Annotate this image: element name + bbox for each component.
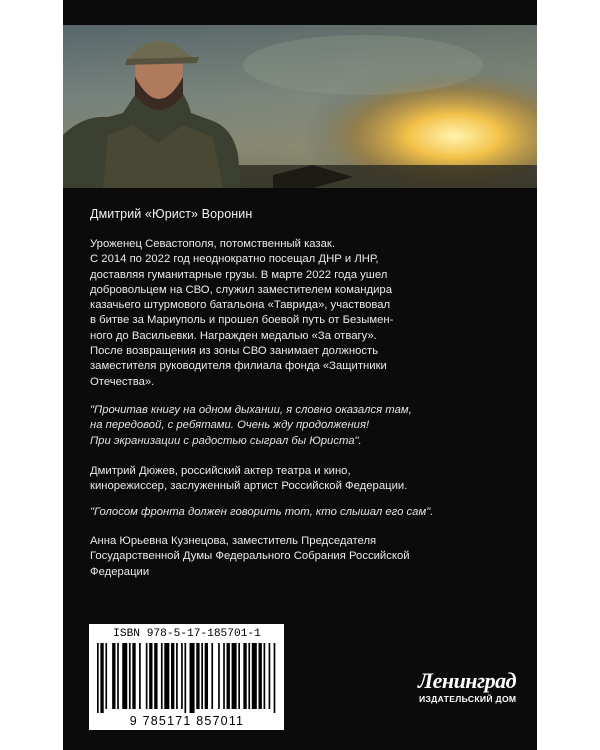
author-photo bbox=[63, 25, 537, 188]
barcode-bar bbox=[274, 643, 276, 713]
barcode-bar bbox=[154, 643, 157, 709]
barcode-bar bbox=[211, 643, 213, 709]
barcode-bar bbox=[259, 643, 262, 709]
author-name: Дмитрий «Юрист» Воронин bbox=[90, 207, 253, 221]
barcode-bar bbox=[122, 643, 127, 709]
barcode-bar bbox=[269, 643, 271, 709]
barcode-bar bbox=[105, 643, 107, 709]
barcode-bar bbox=[201, 643, 203, 709]
bio-line: доставляя гуманитарные грузы. В марте 2022 года ушел bbox=[90, 268, 388, 281]
barcode-bar bbox=[100, 643, 103, 713]
barcode-digits: 9 785171 857011 bbox=[129, 714, 245, 728]
bio-line: казачьего штурмового батальона «Таврида», участвовал bbox=[90, 299, 391, 312]
barcode-bar bbox=[248, 643, 250, 709]
bio-line: С 2014 по 2022 год неоднократно посещал ДНР и ЛНР, bbox=[90, 253, 379, 266]
barcode-bar bbox=[139, 643, 141, 709]
barcode-bar bbox=[171, 643, 174, 709]
barcode-bar bbox=[117, 643, 119, 709]
barcode-bar bbox=[176, 643, 178, 709]
barcode-bar bbox=[223, 643, 225, 709]
barcode-bar bbox=[232, 643, 237, 709]
barcode-bar bbox=[218, 643, 220, 709]
barcode-bar bbox=[227, 643, 230, 709]
quote-line: "Голосом фронта должен говорить тот, кто слышал его сам". bbox=[90, 506, 434, 518]
publisher-name: Ленинград bbox=[418, 668, 517, 693]
barcode-bar bbox=[184, 643, 186, 713]
book-back-cover bbox=[63, 0, 537, 750]
barcode-bar bbox=[146, 643, 148, 709]
barcode-bar bbox=[205, 643, 208, 709]
barcode-bar bbox=[196, 643, 199, 709]
bio-line: ного до Васильевки. Награжден медалью «За отвагу». bbox=[90, 329, 377, 342]
attribution-line: Дмитрий Дюжев, российский актер театра и кино, bbox=[90, 465, 351, 477]
bio-line: заместителя руководителя филиала фонда «Защитники bbox=[90, 360, 387, 373]
quote-line: При экранизации с радостью сыграл бы Юриста". bbox=[90, 434, 362, 447]
review-quote-dyuzhev bbox=[90, 403, 520, 449]
barcode-bar bbox=[132, 643, 135, 709]
attribution-line: Государственной Думы Федерального Собрания Российской bbox=[90, 550, 410, 563]
bio-line: Уроженец Севастополя, потомственный казак. bbox=[90, 238, 335, 250]
publisher-logo bbox=[418, 668, 536, 716]
barcode-bar bbox=[190, 643, 195, 713]
bio-line: Отечества». bbox=[90, 375, 155, 388]
author-biography bbox=[90, 237, 520, 390]
quote-line: на передовой, с ребятами. Очень жду продолжения! bbox=[90, 419, 370, 432]
barcode-bar bbox=[161, 643, 163, 709]
isbn-barcode bbox=[89, 624, 284, 730]
review-quote-kuznetsova bbox=[90, 505, 520, 520]
barcode-bar bbox=[264, 643, 266, 709]
barcode-bar bbox=[129, 643, 131, 709]
bio-line: в битве за Мариуполь и прошел боевой путь от Безымен- bbox=[90, 314, 394, 327]
barcode-bar bbox=[238, 643, 240, 709]
barcode-bar bbox=[181, 643, 183, 709]
bio-line: После возвращения из зоны СВО занимает должность bbox=[90, 345, 379, 358]
barcode-bar bbox=[252, 643, 257, 709]
barcode-bar bbox=[243, 643, 246, 709]
attribution-line: Федерации bbox=[90, 565, 150, 578]
barcode-bar bbox=[164, 643, 169, 709]
author-photo-illustration bbox=[63, 25, 537, 188]
barcode-bar bbox=[112, 643, 115, 709]
attribution-line: Анна Юрьевна Кузнецова, заместитель Председателя bbox=[90, 535, 377, 547]
quote-line: "Прочитав книгу на одном дыхании, я словно оказался там, bbox=[90, 404, 412, 416]
attribution-line: кинорежиссер, заслуженный артист Российской Федерации. bbox=[90, 480, 408, 493]
review-attribution-dyuzhev bbox=[90, 464, 520, 495]
barcode-bar bbox=[97, 643, 99, 713]
review-attribution-kuznetsova bbox=[90, 534, 520, 580]
barcode-bars bbox=[97, 643, 277, 713]
barcode-bar bbox=[149, 643, 152, 709]
isbn-number: ISBN 978-5-17-185701-1 bbox=[113, 628, 261, 640]
bio-line: добровольцем на СВО, служил заместителем командира bbox=[90, 283, 392, 296]
publisher-subtitle: ИЗДАТЕЛЬСКИЙ ДОМ bbox=[419, 694, 517, 704]
